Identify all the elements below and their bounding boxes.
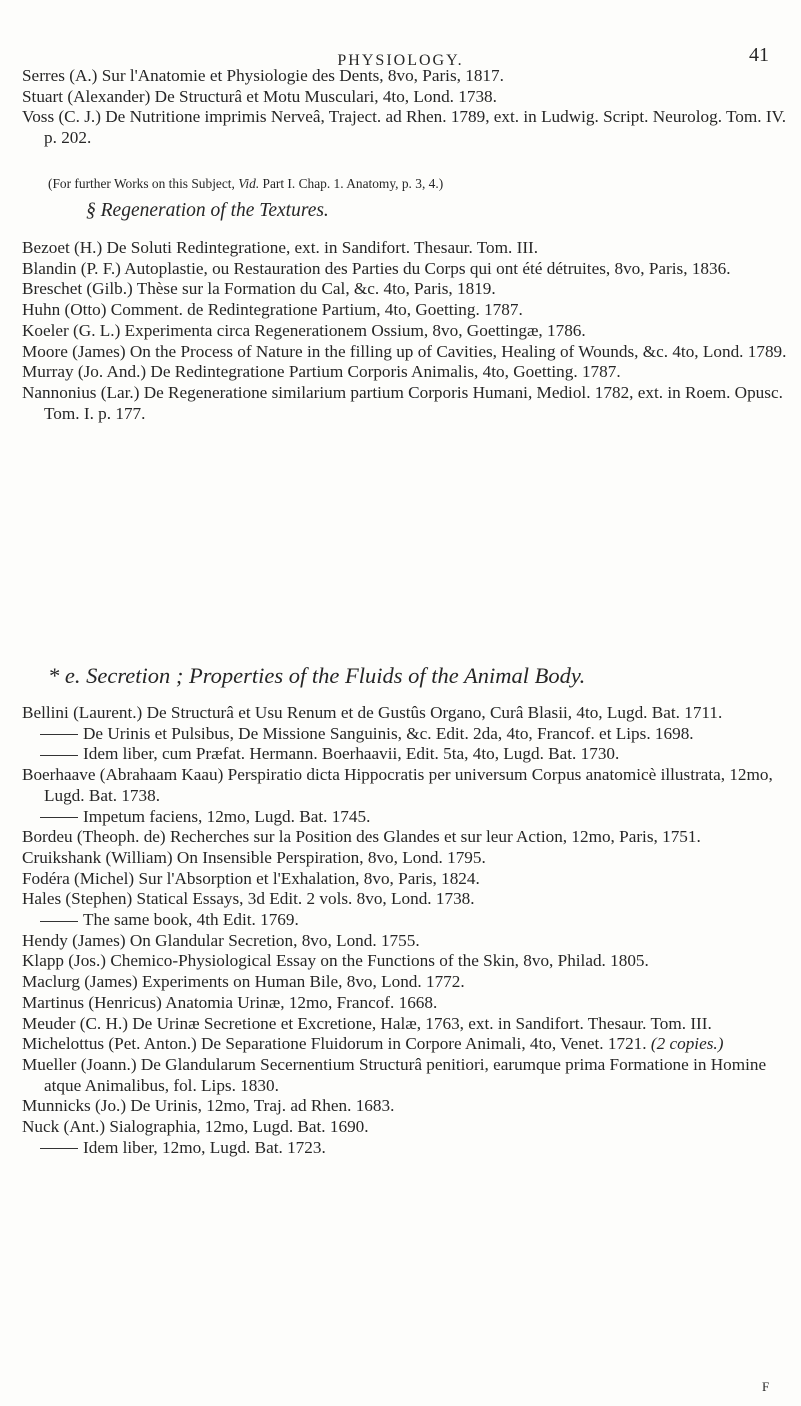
bib-entry	[22, 259, 787, 280]
bib-entry-text: Moore (James) On the Process of Nature in the filling up of Cavities, Healing of Wounds, &c. 4to, Lond. 1789.	[22, 341, 787, 361]
bib-entry	[22, 383, 787, 424]
bib-entry-text: Idem liber, cum Præfat. Hermann. Boerhaavii, Edit. 5ta, 4to, Lugd. Bat. 1730.	[83, 744, 620, 764]
bib-entry-text: Klapp (Jos.) Chemico-Physiological Essay on the Functions of the Skin, 8vo, Philad. 1805.	[22, 951, 649, 971]
bib-entry-text: Martinus (Henricus) Anatomia Urinæ, 12mo, Francof. 1668.	[22, 992, 438, 1012]
bib-entry	[22, 827, 787, 848]
running-title: PHYSIOLOGY.	[337, 52, 464, 69]
bib-entry-text: Fodéra (Michel) Sur l'Absorption et l'Exhalation, 8vo, Paris, 1824.	[22, 868, 480, 888]
bib-entry	[22, 869, 787, 890]
bib-entry-text: The same book, 4th Edit. 1769.	[83, 910, 299, 930]
repeat-author-rule	[40, 755, 78, 756]
signature-mark: F	[762, 1379, 770, 1394]
bib-entry-text: Bordeu (Theoph. de) Recherches sur la Position des Glandes et sur leur Action, 12mo, Paris, 1751.	[22, 827, 701, 847]
bib-entry	[22, 848, 787, 869]
bib-entry: Voss (C. J.) De Nutritione imprimis Nerveâ, Traject. ad Rhen. 1789, ext. in Ludwig. Script. Neurolog. Tom. IV. p. 202.	[22, 107, 787, 148]
bib-entry	[22, 1034, 787, 1055]
bib-entry-text: Murray (Jo. And.) De Redintegratione Partium Corporis Animalis, 4to, Goetting. 1787.	[22, 362, 621, 382]
section-heading-secretion: * e. Secretion ; Properties of the Fluids of the Animal Body.	[48, 663, 586, 688]
bib-entry	[22, 703, 787, 724]
bib-entry	[22, 972, 787, 993]
bib-entry-text: Impetum faciens, 12mo, Lugd. Bat. 1745.	[83, 806, 371, 826]
bib-entry-text: Idem liber, 12mo, Lugd. Bat. 1723.	[83, 1137, 326, 1157]
repeat-author-rule	[40, 817, 78, 818]
bib-entry-text: Nannonius (Lar.) De Regeneratione similarium partium Corporis Humani, Mediol. 1782, ext. in Roem. Opusc. Tom. I. p. 177.	[22, 382, 783, 423]
note-vid: Vid.	[238, 176, 260, 191]
repeat-author-rule	[40, 734, 78, 735]
bib-entry	[22, 951, 787, 972]
bib-entry	[22, 1117, 787, 1138]
copies-note: (2 copies.)	[650, 1034, 724, 1054]
bib-entry-text: Hendy (James) On Glandular Secretion, 8vo, Lond. 1755.	[22, 930, 420, 950]
bib-entry	[22, 1014, 787, 1035]
bib-entry-text: Maclurg (James) Experiments on Human Bile, 8vo, Lond. 1772.	[22, 972, 465, 992]
bib-entry	[22, 889, 787, 910]
bib-entry	[22, 910, 787, 931]
repeat-author-rule	[40, 921, 78, 922]
bib-entry-text: Bellini (Laurent.) De Structurâ et Usu Renum et de Gustûs Organo, Curâ Blasii, 4to, Lugd. Bat. 1711.	[22, 703, 723, 722]
cross-reference-note	[48, 176, 443, 192]
bib-entry	[22, 238, 787, 259]
bib-entry	[22, 1138, 787, 1159]
bib-entry	[22, 744, 787, 765]
bib-entry-text: Cruikshank (William) On Insensible Perspiration, 8vo, Lond. 1795.	[22, 847, 486, 867]
note-open: (For further Works on this Subject,	[48, 176, 239, 191]
bib-entry-text: Munnicks (Jo.) De Urinis, 12mo, Traj. ad Rhen. 1683.	[22, 1096, 395, 1116]
page-number: 41	[749, 44, 769, 66]
bib-entry	[22, 724, 787, 745]
bib-entry	[22, 300, 787, 321]
bib-entry-text: Huhn (Otto) Comment. de Redintegratione Partium, 4to, Goetting. 1787.	[22, 300, 523, 320]
section-heading-regeneration: § Regeneration of the Textures.	[86, 200, 329, 221]
secretion-entries	[22, 703, 787, 1158]
bib-entry	[22, 342, 787, 363]
bib-entry	[22, 362, 787, 383]
regeneration-entries	[22, 238, 787, 424]
bib-entry-text: Breschet (Gilb.) Thèse sur la Formation du Cal, &c. 4to, Paris, 1819.	[22, 279, 496, 299]
bib-entry-text: Boerhaave (Abrahaam Kaau) Perspiratio dicta Hippocratis per universum Corpus anatomicè illustrata, 12mo, Lugd. Bat. 1738.	[22, 765, 773, 805]
bib-entry-text: Meuder (C. H.) De Urinæ Secretione et Excretione, Halæ, 1763, ext. in Sandifort. Thesaur. Tom. III.	[22, 1013, 712, 1033]
bib-entry-text: Mueller (Joann.) De Glandularum Secernentium Structurâ penitiori, earumque prima Formatione in Homine atque Animalibus, fol. Lips. 1830.	[22, 1054, 767, 1095]
bib-entry	[22, 279, 787, 300]
bib-entry-text: Michelottus (Pet. Anton.) De Separatione Fluidorum in Corpore Animali, 4to, Venet. 1721.	[22, 1034, 651, 1054]
entries-block-a	[22, 66, 787, 149]
bib-entry: Serres (A.) Sur l'Anatomie et Physiologie des Dents, 8vo, Paris, 1817.	[22, 66, 504, 85]
bib-entry	[22, 765, 787, 806]
bib-entry-text: Hales (Stephen) Statical Essays, 3d Edit. 2 vols. 8vo, Lond. 1738.	[22, 889, 475, 909]
bib-entry	[22, 931, 787, 952]
note-rest: Part I. Chap. 1. Anatomy, p. 3, 4.)	[259, 176, 444, 191]
bib-entry	[22, 993, 787, 1014]
bib-entry	[22, 321, 787, 342]
bib-entry	[22, 1055, 787, 1096]
bib-entry-text: Blandin (P. F.) Autoplastie, ou Restauration des Parties du Corps qui ont été détruites, 8vo, Paris, 1836.	[22, 258, 731, 278]
bib-entry	[22, 807, 787, 828]
bib-entry	[22, 1096, 787, 1117]
bib-entry-text: Nuck (Ant.) Sialographia, 12mo, Lugd. Bat. 1690.	[22, 1117, 369, 1137]
repeat-author-rule	[40, 1148, 78, 1149]
bib-entry-text: Bezoet (H.) De Soluti Redintegratione, ext. in Sandifort. Thesaur. Tom. III.	[22, 238, 539, 257]
bib-entry-text: Koeler (G. L.) Experimenta circa Regenerationem Ossium, 8vo, Goettingæ, 1786.	[22, 320, 586, 340]
bib-entry-text: De Urinis et Pulsibus, De Missione Sanguinis, &c. Edit. 2da, 4to, Francof. et Lips. 1698.	[83, 723, 694, 743]
bib-entry: Stuart (Alexander) De Structurâ et Motu Musculari, 4to, Lond. 1738.	[22, 86, 497, 106]
